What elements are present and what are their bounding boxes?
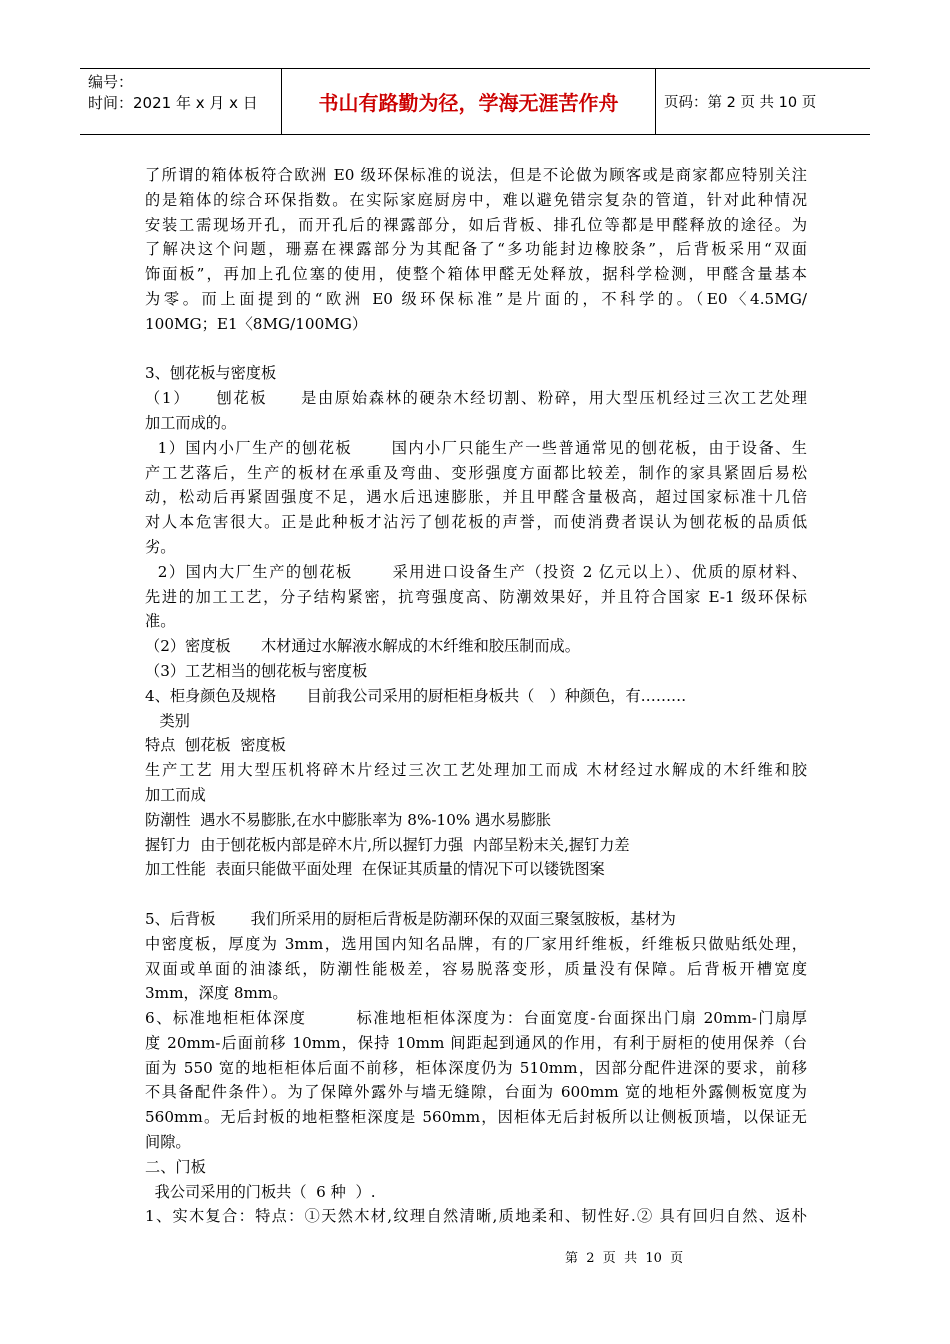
text-line: 准。 bbox=[145, 612, 176, 631]
text-line: 劣。 bbox=[145, 537, 176, 556]
table-row: 加工而成 bbox=[145, 785, 206, 804]
text-line: 中密度板，厚度为 3mm，选用国内知名品牌，有的厂家用纤维板，纤维板只做贴纸处理， bbox=[145, 934, 807, 953]
section-heading: 3、刨花板与密度板 bbox=[145, 364, 277, 383]
section-heading: 4、柜身颜色及规格 目前我公司采用的厨柜柜身板共（ ）种颜色，有……… bbox=[145, 686, 687, 705]
text-line: （3）工艺相当的刨花板与密度板 bbox=[145, 661, 368, 680]
text-line: （1） 刨花板 是由原始森林的硬杂木经切割、粉碎，用大型压机经过三次工艺处理 bbox=[145, 389, 807, 408]
page-header bbox=[80, 68, 870, 135]
header-meta bbox=[80, 69, 282, 134]
motto: 书山有路勤为径，学海无涯苦作舟 bbox=[282, 69, 656, 134]
document-body bbox=[145, 163, 807, 1229]
section-heading: 6、标准地柜柜体深度 标准地柜柜体深度为：台面宽度-台面探出门扇 20mm-门扇厚 bbox=[145, 1009, 807, 1028]
text-line: 先进的加工工艺，分子结构紧密，抗弯强度高、防潮效果好，并且符合国家 E-1 级环保标 bbox=[145, 587, 807, 606]
table-row: 加工性能 表面只能做平面处理 在保证其质量的情况下可以镂铣图案 bbox=[145, 860, 605, 879]
text-line: 560mm。无后封板的地柜整柜深度是 560mm，因柜体无后封板所以让侧板顶墙，以保证无 bbox=[145, 1108, 807, 1127]
text-line: 1、实木复合：特点：①天然木材,纹理自然清晰,质地柔和、韧性好.② 具有回归自然、返朴 bbox=[145, 1207, 807, 1226]
text-line: 1）国内小厂生产的刨花板 国内小厂只能生产一些普通常见的刨花板，由于设备、生 bbox=[145, 438, 807, 457]
text-line: 3mm，深度 8mm。 bbox=[145, 984, 288, 1003]
text-line: 度 20mm-后面前移 10mm，保持 10mm 间距起到通风的作用，有利于厨柜的使用保养（台 bbox=[145, 1033, 807, 1052]
text-line: 了所谓的箱体板符合欧洲 E0 级环保标准的说法，但是不论做为顾客或是商家都应特别关注 bbox=[145, 166, 807, 184]
text-line: （2）密度板 木材通过水解液水解成的木纤维和胶压制而成。 bbox=[145, 637, 580, 656]
text-line: 双面或单面的油漆纸，防潮性能极差，容易脱落变形，质量没有保障。后背板开槽宽度 bbox=[145, 959, 807, 978]
table-row: 握钉力 由于刨花板内部是碎木片,所以握钉力强 内部呈粉末关,握钉力差 bbox=[145, 835, 630, 854]
number-label: 编号： bbox=[88, 73, 134, 91]
text-line: 的是箱体的综合环保指数。在实际家庭厨房中，难以避免错宗复杂的管道，针对此种情况 bbox=[145, 190, 807, 209]
text-line: 不具备配件条件）。为了保障外露外与墙无缝隙，台面为 600mm 宽的地柜外露侧板宽度为 bbox=[145, 1083, 807, 1102]
text-line: 我公司采用的门板共（ 6 种 ）. bbox=[145, 1182, 376, 1201]
text-line: 为零。而上面提到的“欧洲 E0 级环保标准”是片面的，不科学的。（E0〈4.5MG/ bbox=[145, 289, 807, 308]
text-line: 对人本危害很大。正是此种板才沾污了刨花板的声誉，而使消费者误认为刨花板的品质低 bbox=[145, 513, 807, 532]
date-label: 时间：2021 年 x 月 x 日 bbox=[88, 94, 258, 112]
text-line: 产工艺落后，生产的板材在承重及弯曲、变形强度方面都比较差，制作的家具紧固后易松 bbox=[145, 463, 807, 482]
text-line: 100MG；E1〈8MG/100MG） bbox=[145, 314, 368, 333]
text-line: 动，松动后再紧固强度不足，遇水后迅速膨胀，并且甲醛含量极高，超过国家标准十几倍 bbox=[145, 488, 807, 507]
page-footer: 第 2 页 共 10 页 bbox=[565, 1251, 684, 1266]
text-line: 了解决这个问题，珊嘉在裸露部分为其配备了“多功能封边橡胶条”，后背板采用“双面 bbox=[145, 240, 807, 259]
page-code: 页码：第 2 页 共 10 页 bbox=[664, 95, 817, 111]
section-heading: 二、门板 bbox=[145, 1157, 206, 1176]
text-line: 面为 550 宽的地柜柜体后面不前移，柜体深度仍为 510mm，因部分配件进深的要求，前移 bbox=[145, 1058, 807, 1077]
text-line: 加工而成的。 bbox=[145, 413, 237, 432]
table-row: 特点 刨花板 密度板 bbox=[145, 736, 286, 755]
table-row: 类别 bbox=[145, 711, 190, 730]
text-line: 间隙。 bbox=[145, 1133, 191, 1152]
section-heading: 5、后背板 我们所采用的厨柜后背板是防潮环保的双面三聚氢胺板，基材为 bbox=[145, 909, 676, 928]
text-line: 饰面板”，再加上孔位塞的使用，使整个箱体甲醛无处释放，据科学检测，甲醛含量基本 bbox=[145, 265, 807, 284]
text-line: 安装工需现场开孔，而开孔后的裸露部分，如后背板、排孔位等都是甲醛释放的途径。为 bbox=[145, 215, 807, 234]
text-line: 2）国内大厂生产的刨花板 采用进口设备生产（投资 2 亿元以上）、优质的原材料、 bbox=[145, 562, 807, 581]
table-row: 防潮性 遇水不易膨胀,在水中膨胀率为 8%-10% 遇水易膨胀 bbox=[145, 810, 552, 829]
table-row: 生产工艺 用大型压机将碎木片经过三次工艺处理加工而成 木材经过水解成的木纤维和胶 bbox=[145, 761, 807, 780]
